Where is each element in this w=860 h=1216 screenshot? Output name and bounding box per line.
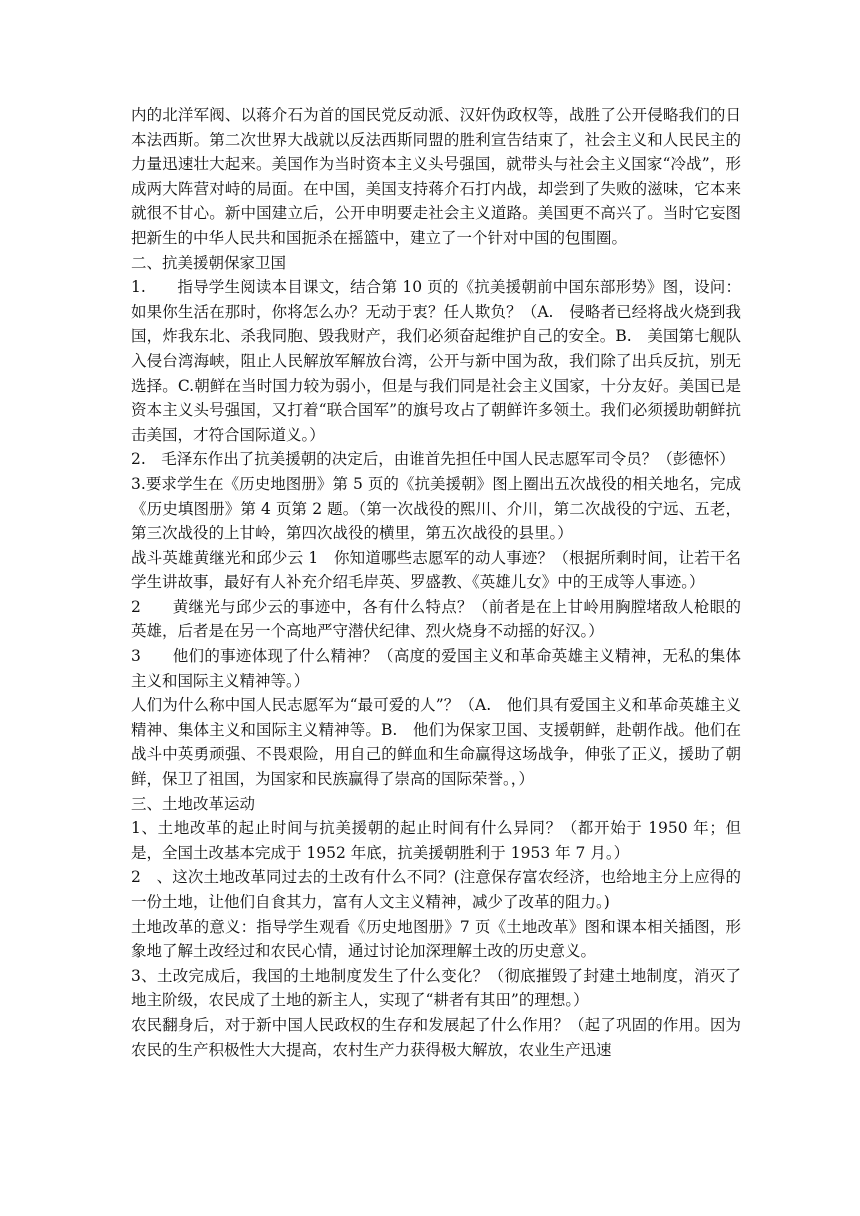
paragraph-question-2: 2. 毛泽东作出了抗美援朝的决定后，由谁首先担任中国人民志愿军司令员？（彭德怀） xyxy=(131,450,735,469)
section-heading-land-reform: 三、土地改革运动 xyxy=(131,794,256,813)
paragraph-peasants-role: 农民翻身后，对于新中国人民政权的生存和发展起了什么作用？（起了巩固的作用。因为农民的生产积极性大大提高，农村生产力获得极大解放，农业生产迅速 xyxy=(131,1015,741,1059)
paragraph-question-3: 3.要求学生在《历史地图册》第 5 页的《抗美援朝》图上圈出五次战役的相关地名，完成《历史填图册》第 4 页第 2 题。（第一次战役的熙川、介川，第二次战役的宁远、五老，第三次战役的上甘岭，第四次战役的横里，第五次战役的县里。） xyxy=(131,474,741,543)
paragraph-heroes-3: 3 他们的事迹体现了什么精神？（高度的爱国主义和革命英雄主义精神，无私的集体主义和国际主义精神等。） xyxy=(131,647,741,690)
section-heading-korean-war: 二、抗美援朝保家卫国 xyxy=(131,253,287,272)
document-page xyxy=(131,103,741,1062)
paragraph-land-reform-significance: 土地改革的意义：指导学生观看《历史地图册》7 页《土地改革》图和课本相关插图，形象地了解土改经过和农民心情，通过讨论加深理解土改的历史意义。 xyxy=(131,917,741,961)
paragraph-background: 内的北洋军阀、以蒋介石为首的国民党反动派、汉奸伪政权等，战胜了公开侵略我们的日本法西斯。第二次世界大战就以反法西斯同盟的胜利宣告结束了，社会主义和人民民主的力量迅速壮大起来。美国作为当时资本主义头号强国，就带头与社会主义国家“冷战”，形成两大阵营对峙的局面。在中国，美国支持蒋介石打内战，却尝到了失败的滋味，它本来就很不甘心。新中国建立后，公开申明要走社会主义道路。美国更不高兴了。当时它妄图把新生的中华人民共和国扼杀在摇篮中，建立了一个针对中国的包围圈。 xyxy=(131,106,741,247)
paragraph-heroes-2: 2 黄继光与邱少云的事迹中，各有什么特点？（前者是在上甘岭用胸膛堵敌人枪眼的英雄，后者是在另一个高地严守潜伏纪律、烈火烧身不动摇的好汉。） xyxy=(131,597,741,641)
paragraph-heroes-1: 战斗英雄黄继光和邱少云 1 你知道哪些志愿军的动人事迹？（根据所剩时间，让若干名学生讲故事，最好有人补充介绍毛岸英、罗盛教、《英雄儿女》中的王成等人事迹。） xyxy=(131,548,741,592)
paragraph-land-reform-2: 2 、这次土地改革同过去的土改有什么不同？(注意保存富农经济，也给地主分上应得的一份土地，让他们自食其力，富有人文主义精神，减少了改革的阻力。) xyxy=(131,868,741,911)
paragraph-most-lovable: 人们为什么称中国人民志愿军为“最可爱的人”？（A. 他们具有爱国主义和革命英雄主义精神、集体主义和国际主义精神等。B. 他们为保家卫国、支援朝鲜，赴朝作战。他们在战斗中英勇顽强、不畏艰险，用自己的鲜血和生命赢得这场战争，伸张了正义，援助了朝鲜，保卫了祖国，为国家和民族赢得了崇高的国际荣誉。，） xyxy=(131,696,741,789)
paragraph-land-reform-1: 1、土地改革的起止时间与抗美援朝的起止时间有什么异同？（都开始于 1950 年；但是，全国土改基本完成于 1952 年底，抗美援朝胜利于 1953 年 7 月。） xyxy=(131,819,741,862)
paragraph-land-reform-3: 3、土改完成后，我国的土地制度发生了什么变化？（彻底摧毁了封建土地制度，消灭了地主阶级，农民成了土地的新主人，实现了“耕者有其田”的理想。） xyxy=(131,966,741,1010)
paragraph-question-1: 1. 指导学生阅读本目课文，结合第 10 页的《抗美援朝前中国东部形势》图，设问：如果你生活在那时，你将怎么办？无动于衷？任人欺负？（A. 侵略者已经将战火烧到我国，炸我东北、杀我同胞、毁我财产，我们必须奋起维护自己的安全。B. 美国第七舰队入侵台湾海峡，阻止人民解放军解放台湾，公开与新中国为敌，我们除了出兵反抗，别无选择。C.朝鲜在当时国力较为弱小，但是与我们同是社会主义国家，十分友好。美国已是资本主义头号强国，又打着“联合国军”的旗号攻占了朝鲜许多领土。我们必须援助朝鲜抗击美国，才符合国际道义。） xyxy=(131,278,741,444)
